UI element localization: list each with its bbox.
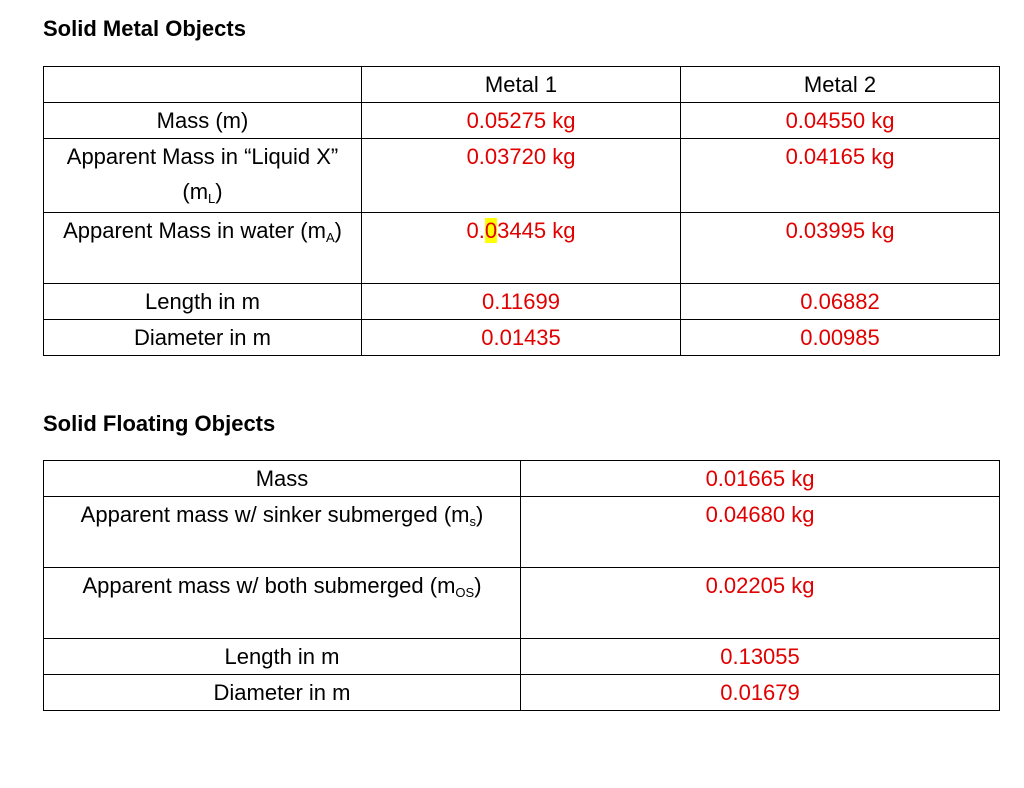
- row-label: Mass (m): [44, 103, 362, 139]
- metal-2-value: 0.06882: [681, 284, 1000, 320]
- row-label: Apparent Mass in “Liquid X” $(m_L)$: [44, 139, 362, 213]
- floating-value: 0.02205 kg: [521, 568, 1000, 639]
- metal-1-value: 0.01435: [362, 320, 681, 356]
- table-row: [44, 284, 1000, 320]
- table-row: [44, 103, 1000, 139]
- table-row: [44, 213, 1000, 284]
- row-label: Length in m: [44, 284, 362, 320]
- table-row: [44, 568, 1000, 639]
- floating-value: 0.01665 kg: [521, 461, 1000, 497]
- table-header-row: [44, 67, 1000, 103]
- highlighted-digit: 0: [484, 218, 498, 243]
- metal-2-value: 0.03995 kg: [681, 213, 1000, 284]
- floating-value: 0.04680 kg: [521, 497, 1000, 568]
- row-label: Diameter in m: [44, 675, 521, 711]
- floating-value: 0.01679: [521, 675, 1000, 711]
- row-label: Apparent mass w/ both submerged $(m_{OS})$: [44, 568, 521, 639]
- metal-2-value: 0.00985: [681, 320, 1000, 356]
- metal-2-value: 0.04550 kg: [681, 103, 1000, 139]
- header-metal-2: Metal 2: [681, 67, 1000, 103]
- metal-1-value: 0.03720 kg: [362, 139, 681, 213]
- floating-section-title: Solid Floating Objects: [43, 411, 276, 436]
- header-empty-cell: [44, 67, 362, 103]
- floating-objects-table: [43, 460, 1000, 711]
- row-label: Apparent Mass in water $(m_A)$: [44, 213, 362, 284]
- metal-1-value: 0.03445 kg: [362, 213, 681, 284]
- row-label: Length in m: [44, 639, 521, 675]
- table-row: [44, 461, 1000, 497]
- row-label: Diameter in m: [44, 320, 362, 356]
- table-row: [44, 639, 1000, 675]
- metal-1-value: 0.11699: [362, 284, 681, 320]
- table-row: [44, 497, 1000, 568]
- metal-section-title: Solid Metal Objects: [43, 16, 246, 41]
- row-label: Mass: [44, 461, 521, 497]
- row-label: Apparent mass w/ sinker submerged $(m_s)$: [44, 497, 521, 568]
- table-row: [44, 320, 1000, 356]
- table-row: [44, 675, 1000, 711]
- metal-1-value: 0.05275 kg: [362, 103, 681, 139]
- header-metal-1: Metal 1: [362, 67, 681, 103]
- floating-value: 0.13055: [521, 639, 1000, 675]
- metal-2-value: 0.04165 kg: [681, 139, 1000, 213]
- table-row: [44, 139, 1000, 213]
- metal-objects-table: [43, 66, 1000, 356]
